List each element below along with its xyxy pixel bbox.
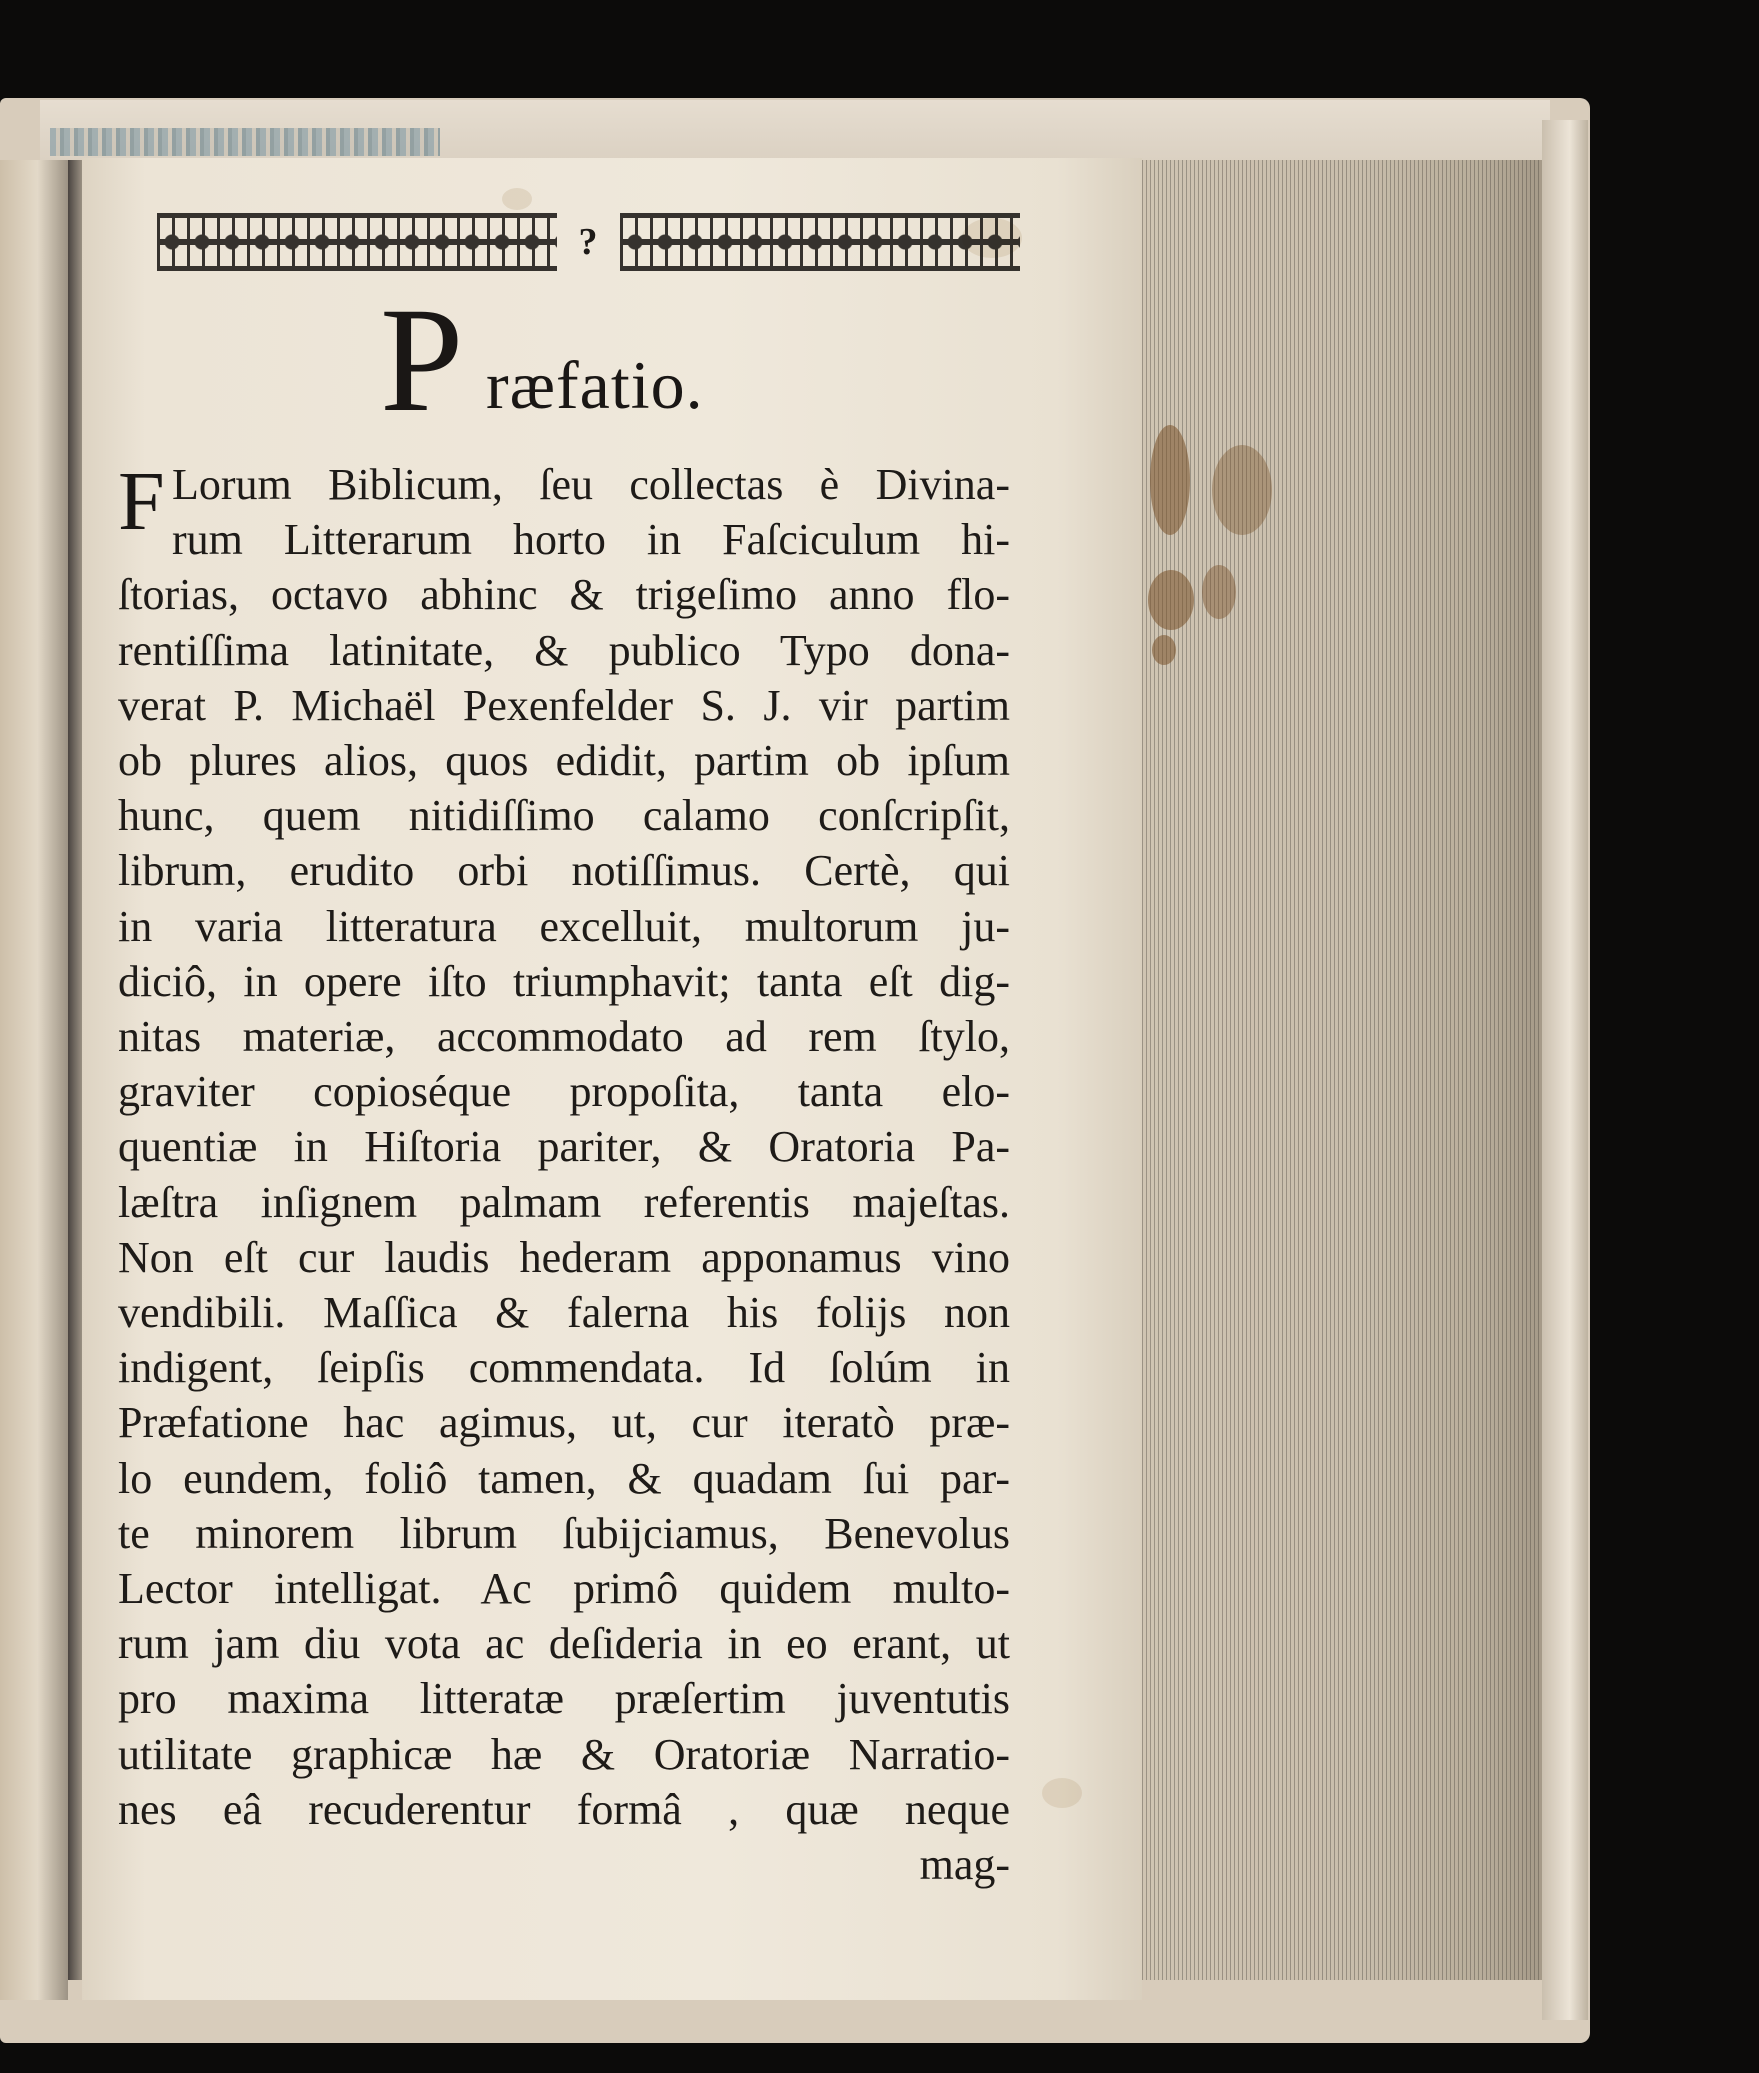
text-line: utilitate graphicæ hæ & Oratoriæ Narratio- [118,1729,1010,1779]
text-line: ob plures alios, quos edidit, partim ob ipſum [118,736,1010,785]
text-line: diciô, in opere iſto triumphavit; tanta eſt dig- [118,956,1010,1006]
catchword: mag- [919,1840,1010,1889]
text-line: quentiæ in Hiſtoria pariter, & Oratoria Pa- [118,1122,1010,1172]
text-line: hunc, quem nitidiſſimo calamo conſcripſit, [118,791,1010,841]
text-line: librum, erudito orbi notiſſimus. Certè, qui [118,846,1010,896]
text-line: graviter copioséque propoſita, tanta elo- [118,1067,1010,1117]
text-line: rentiſſima latinitate, & publico Typo dona- [118,625,1010,675]
ornament-chain-right [620,213,1020,271]
ornament-center: ? [578,221,598,263]
text-line: pro maxima litteratæ præſertim juventutis [118,1674,1010,1724]
text-line: Lector intelligat. Ac primô quidem multo- [118,1564,1010,1613]
text-line: verat P. Michaël Pexenfelder S. J. vir partim [118,680,1010,730]
text-line-last: nes eâ recuderentur formâ , quæ neque [118,1784,1010,1834]
text-line: Præfatione hac agimus, ut, cur iteratò præ- [118,1398,1010,1448]
title-rest: ræfatio. [486,347,704,423]
text-line: vendibili. Maſſica & falerna his folijs non [118,1288,1010,1337]
text-line: læſtra inſignem palmam referentis majeſtas. [118,1177,1010,1227]
cover-right-edge [1542,120,1588,2020]
fore-edge [1142,160,1542,1980]
left-page-edge [0,160,68,2000]
text-line: rum jam diu vota ac deſideria in eo erant, ut [118,1619,1010,1669]
title-initial: P [380,277,464,443]
text-line: indigent, ſeipſis commendata. Id ſolúm in [118,1343,1010,1393]
text-line: ſtorias, octavo abhinc & trigeſimo anno flo- [118,570,1010,620]
text-line: Non eſt cur laudis hederam apponamus vino [118,1232,1010,1282]
text-line: lo eundem, foliô tamen, & quadam ſui par- [118,1453,1010,1503]
text-line: rum Litterarum horto in Faſciculum hi- [172,515,1010,565]
headband [50,128,440,156]
text-line: Lorum Biblicum, ſeu collectas è Divina- [172,460,1010,509]
ornament-chain-left [157,213,557,271]
drop-cap: F [118,455,165,548]
text-line: te minorem librum ſubijciamus, Benevolus [118,1508,1010,1558]
text-line: nitas materiæ, accommodato ad rem ſtylo, [118,1012,1010,1061]
text-line: in varia litteratura excelluit, multorum ju- [118,901,1010,951]
header-ornament [138,210,1038,274]
